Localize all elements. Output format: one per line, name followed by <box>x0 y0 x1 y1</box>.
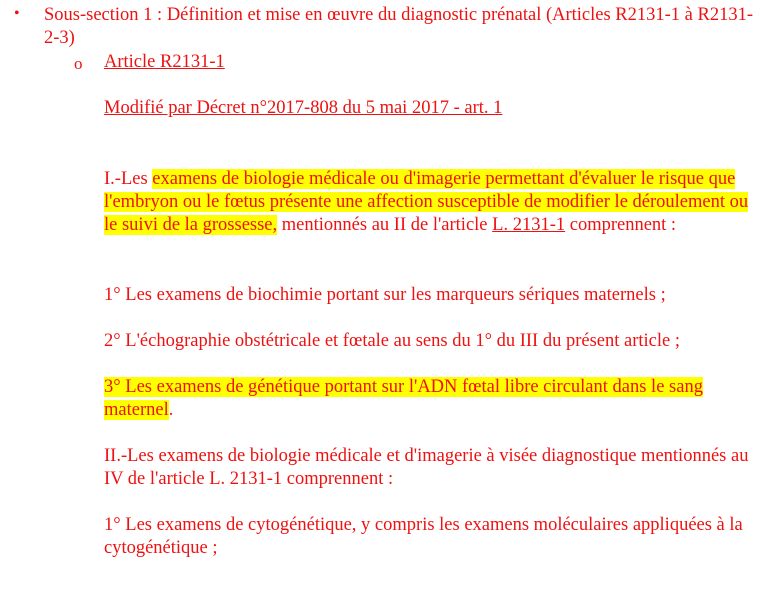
paragraph-4 <box>104 376 749 422</box>
paragraph-3: 2° L'échographie obstétricale et fœtale au sens du 1° du III du présent article ; <box>104 331 680 351</box>
section-title: Sous-section 1 : Définition et mise en œuvre du diagnostic prénatal (Articles R2131-1 à R2131-2-3) <box>44 5 754 48</box>
article-bullet: o <box>74 54 83 73</box>
section-bullet: • <box>14 5 20 22</box>
paragraph-4-highlight: 3° Les examens de génétique portant sur l'ADN fœtal libre circulant dans le sang maternel <box>104 377 703 420</box>
article-l2131-1-link[interactable]: L. 2131-1 <box>492 215 566 235</box>
paragraph-1-highlight: examens de biologie médicale ou d'imagerie permettant d'évaluer le risque que l'embryon ou le fœtus présente une affection susceptible de modifier le déroulement ou le suivi de la grossesse, <box>104 169 749 235</box>
paragraph-5: II.-Les examens de biologie médicale et d'imagerie à visée diagnostique mentionnés au IV de l'article L. 2131-1 comprennent : <box>104 446 749 489</box>
modified-by-decree-link[interactable]: Modifié par Décret n°2017-808 du 5 mai 2017 - art. 1 <box>104 98 503 118</box>
paragraph-4-suffix: . <box>168 400 174 420</box>
paragraph-1 <box>104 168 749 237</box>
paragraph-2: 1° Les examens de biochimie portant sur les marqueurs sériques maternels ; <box>104 285 666 305</box>
paragraph-6: 1° Les examens de cytogénétique, y compris les examens moléculaires appliquées à la cytogénétique ; <box>104 515 743 558</box>
paragraph-1-middle: mentionnés au II de l'article <box>277 215 493 235</box>
paragraph-1-prefix: I.-Les <box>104 169 153 189</box>
paragraph-1-suffix: comprennent : <box>565 215 677 235</box>
article-link[interactable]: Article R2131-1 <box>104 52 225 72</box>
